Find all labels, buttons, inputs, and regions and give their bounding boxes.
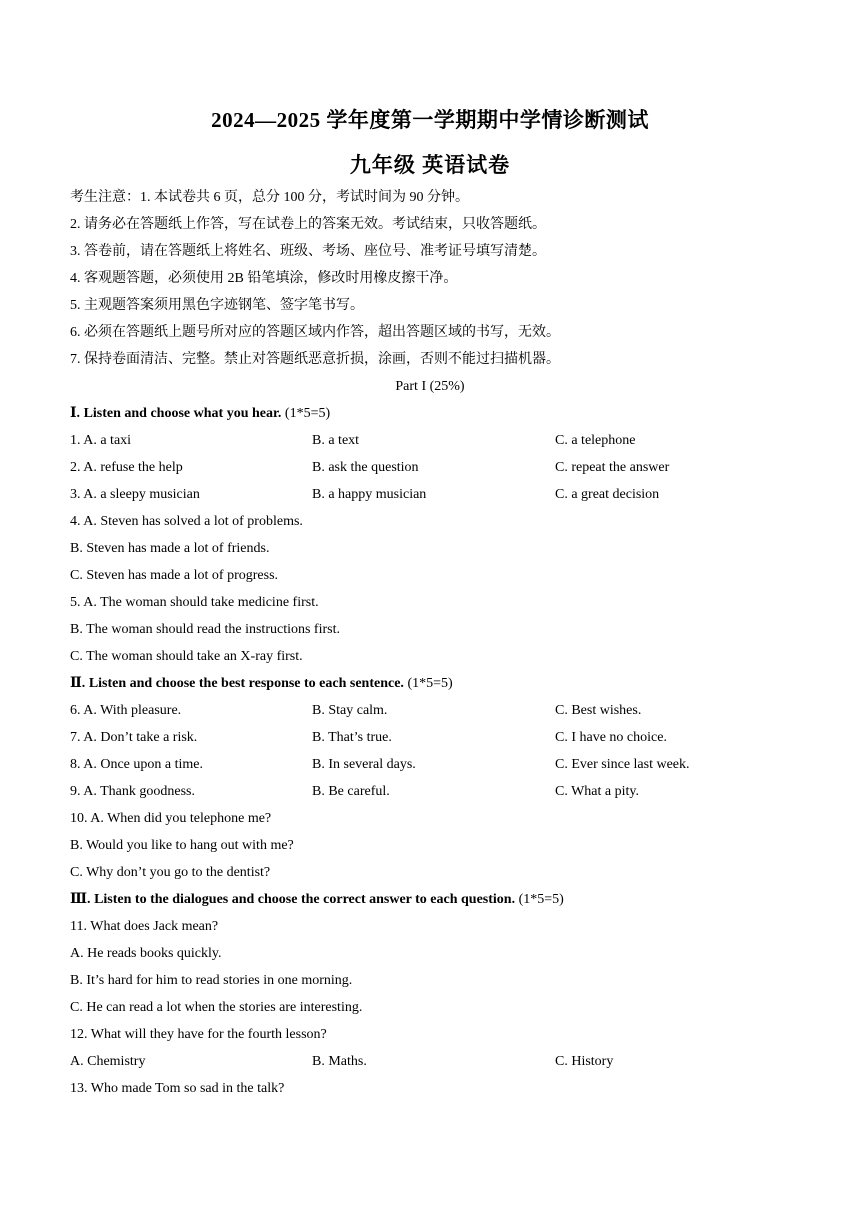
option-a: 6. A. With pleasure. (70, 703, 182, 718)
option-a: 5. A. The woman should take medicine first. (70, 595, 319, 610)
option-b: B. It’s hard for him to read stories in one morning. (70, 973, 353, 988)
option-a: 4. A. Steven has solved a lot of problems. (70, 514, 303, 529)
notice-line: 2. 请务必在答题纸上作答，写在试卷上的答案无效。考试结束，只收答题纸。 (70, 217, 546, 232)
option-c: C. Why don’t you go to the dentist? (70, 865, 271, 880)
part-heading: Part I (25%) (395, 379, 465, 394)
section-number: Ⅱ. (70, 676, 89, 691)
option-a: 10. A. When did you telephone me? (70, 811, 272, 826)
notice-line: 考生注意：1. 本试卷共 6 页，总分 100 分，考试时间为 90 分钟。 (70, 190, 469, 205)
notice-line: 7. 保持卷面清洁、完整。禁止对答题纸恶意折损，涂画，否则不能过扫描机器。 (70, 352, 560, 367)
section-title: Listen and choose the best response to each sentence. (88, 676, 404, 691)
option-a: 2. A. refuse the help (70, 460, 183, 475)
exam-title: 2024—2025 学年度第一学期期中学情诊断测试 (211, 108, 649, 132)
option-a: 9. A. Thank goodness. (70, 784, 195, 799)
question-stem: 11. What does Jack mean? (70, 919, 219, 934)
option-c: C. a telephone (555, 433, 636, 448)
section-score: (1*5=5) (515, 892, 564, 907)
option-b: B. a text (312, 433, 360, 448)
option-a: A. He reads books quickly. (70, 946, 222, 961)
option-c: C. He can read a lot when the stories are interesting. (70, 1000, 363, 1015)
section-number: Ⅰ. (70, 406, 84, 421)
notice-line: 4. 客观题答题，必须使用 2B 铅笔填涂，修改时用橡皮擦干净。 (70, 271, 458, 286)
option-a: 1. A. a taxi (70, 433, 132, 448)
notice-line: 5. 主观题答案须用黑色字迹钢笔、签字笔书写。 (70, 298, 364, 313)
section-heading (70, 670, 453, 697)
section-title: Listen to the dialogues and choose the correct answer to each question. (94, 892, 516, 907)
option-c: C. What a pity. (555, 784, 639, 799)
option-c: C. Ever since last week. (555, 757, 690, 772)
option-a: 8. A. Once upon a time. (70, 757, 203, 772)
option-b: B. Would you like to hang out with me? (70, 838, 294, 853)
option-b: B. Be careful. (312, 784, 390, 799)
section-heading (70, 400, 330, 427)
option-b: B. Stay calm. (312, 703, 388, 718)
option-c: C. The woman should take an X-ray first. (70, 649, 303, 664)
option-a: A. Chemistry (70, 1054, 146, 1069)
section-score: (1*5=5) (281, 406, 331, 421)
section-title: Listen and choose what you hear. (83, 406, 282, 421)
question-stem: 13. Who made Tom so sad in the talk? (70, 1081, 285, 1096)
option-c: C. History (555, 1054, 614, 1069)
option-b: B. ask the question (312, 460, 419, 475)
section-number: Ⅲ. (70, 892, 95, 907)
exam-subtitle: 九年级 英语试卷 (349, 153, 511, 177)
option-c: C. Steven has made a lot of progress. (70, 568, 279, 583)
option-c: C. a great decision (555, 487, 660, 502)
option-c: C. I have no choice. (555, 730, 667, 745)
option-b: B. Maths. (312, 1054, 367, 1069)
notice-line: 6. 必须在答题纸上题号所对应的答题区域内作答，超出答题区域的书写，无效。 (70, 325, 560, 340)
option-b: B. Steven has made a lot of friends. (70, 541, 270, 556)
option-c: C. Best wishes. (555, 703, 642, 718)
option-b: B. a happy musician (312, 487, 427, 502)
option-b: B. The woman should read the instructions first. (70, 622, 340, 637)
option-c: C. repeat the answer (555, 460, 670, 475)
question-stem: 12. What will they have for the fourth lesson? (70, 1027, 327, 1042)
option-a: 7. A. Don’t take a risk. (70, 730, 198, 745)
option-b: B. In several days. (312, 757, 416, 772)
notice-line: 3. 答卷前，请在答题纸上将姓名、班级、考场、座位号、准考证号填写清楚。 (70, 244, 546, 259)
section-score: (1*5=5) (403, 676, 453, 691)
option-a: 3. A. a sleepy musician (70, 487, 200, 502)
option-b: B. That’s true. (312, 730, 392, 745)
section-heading (70, 886, 564, 913)
